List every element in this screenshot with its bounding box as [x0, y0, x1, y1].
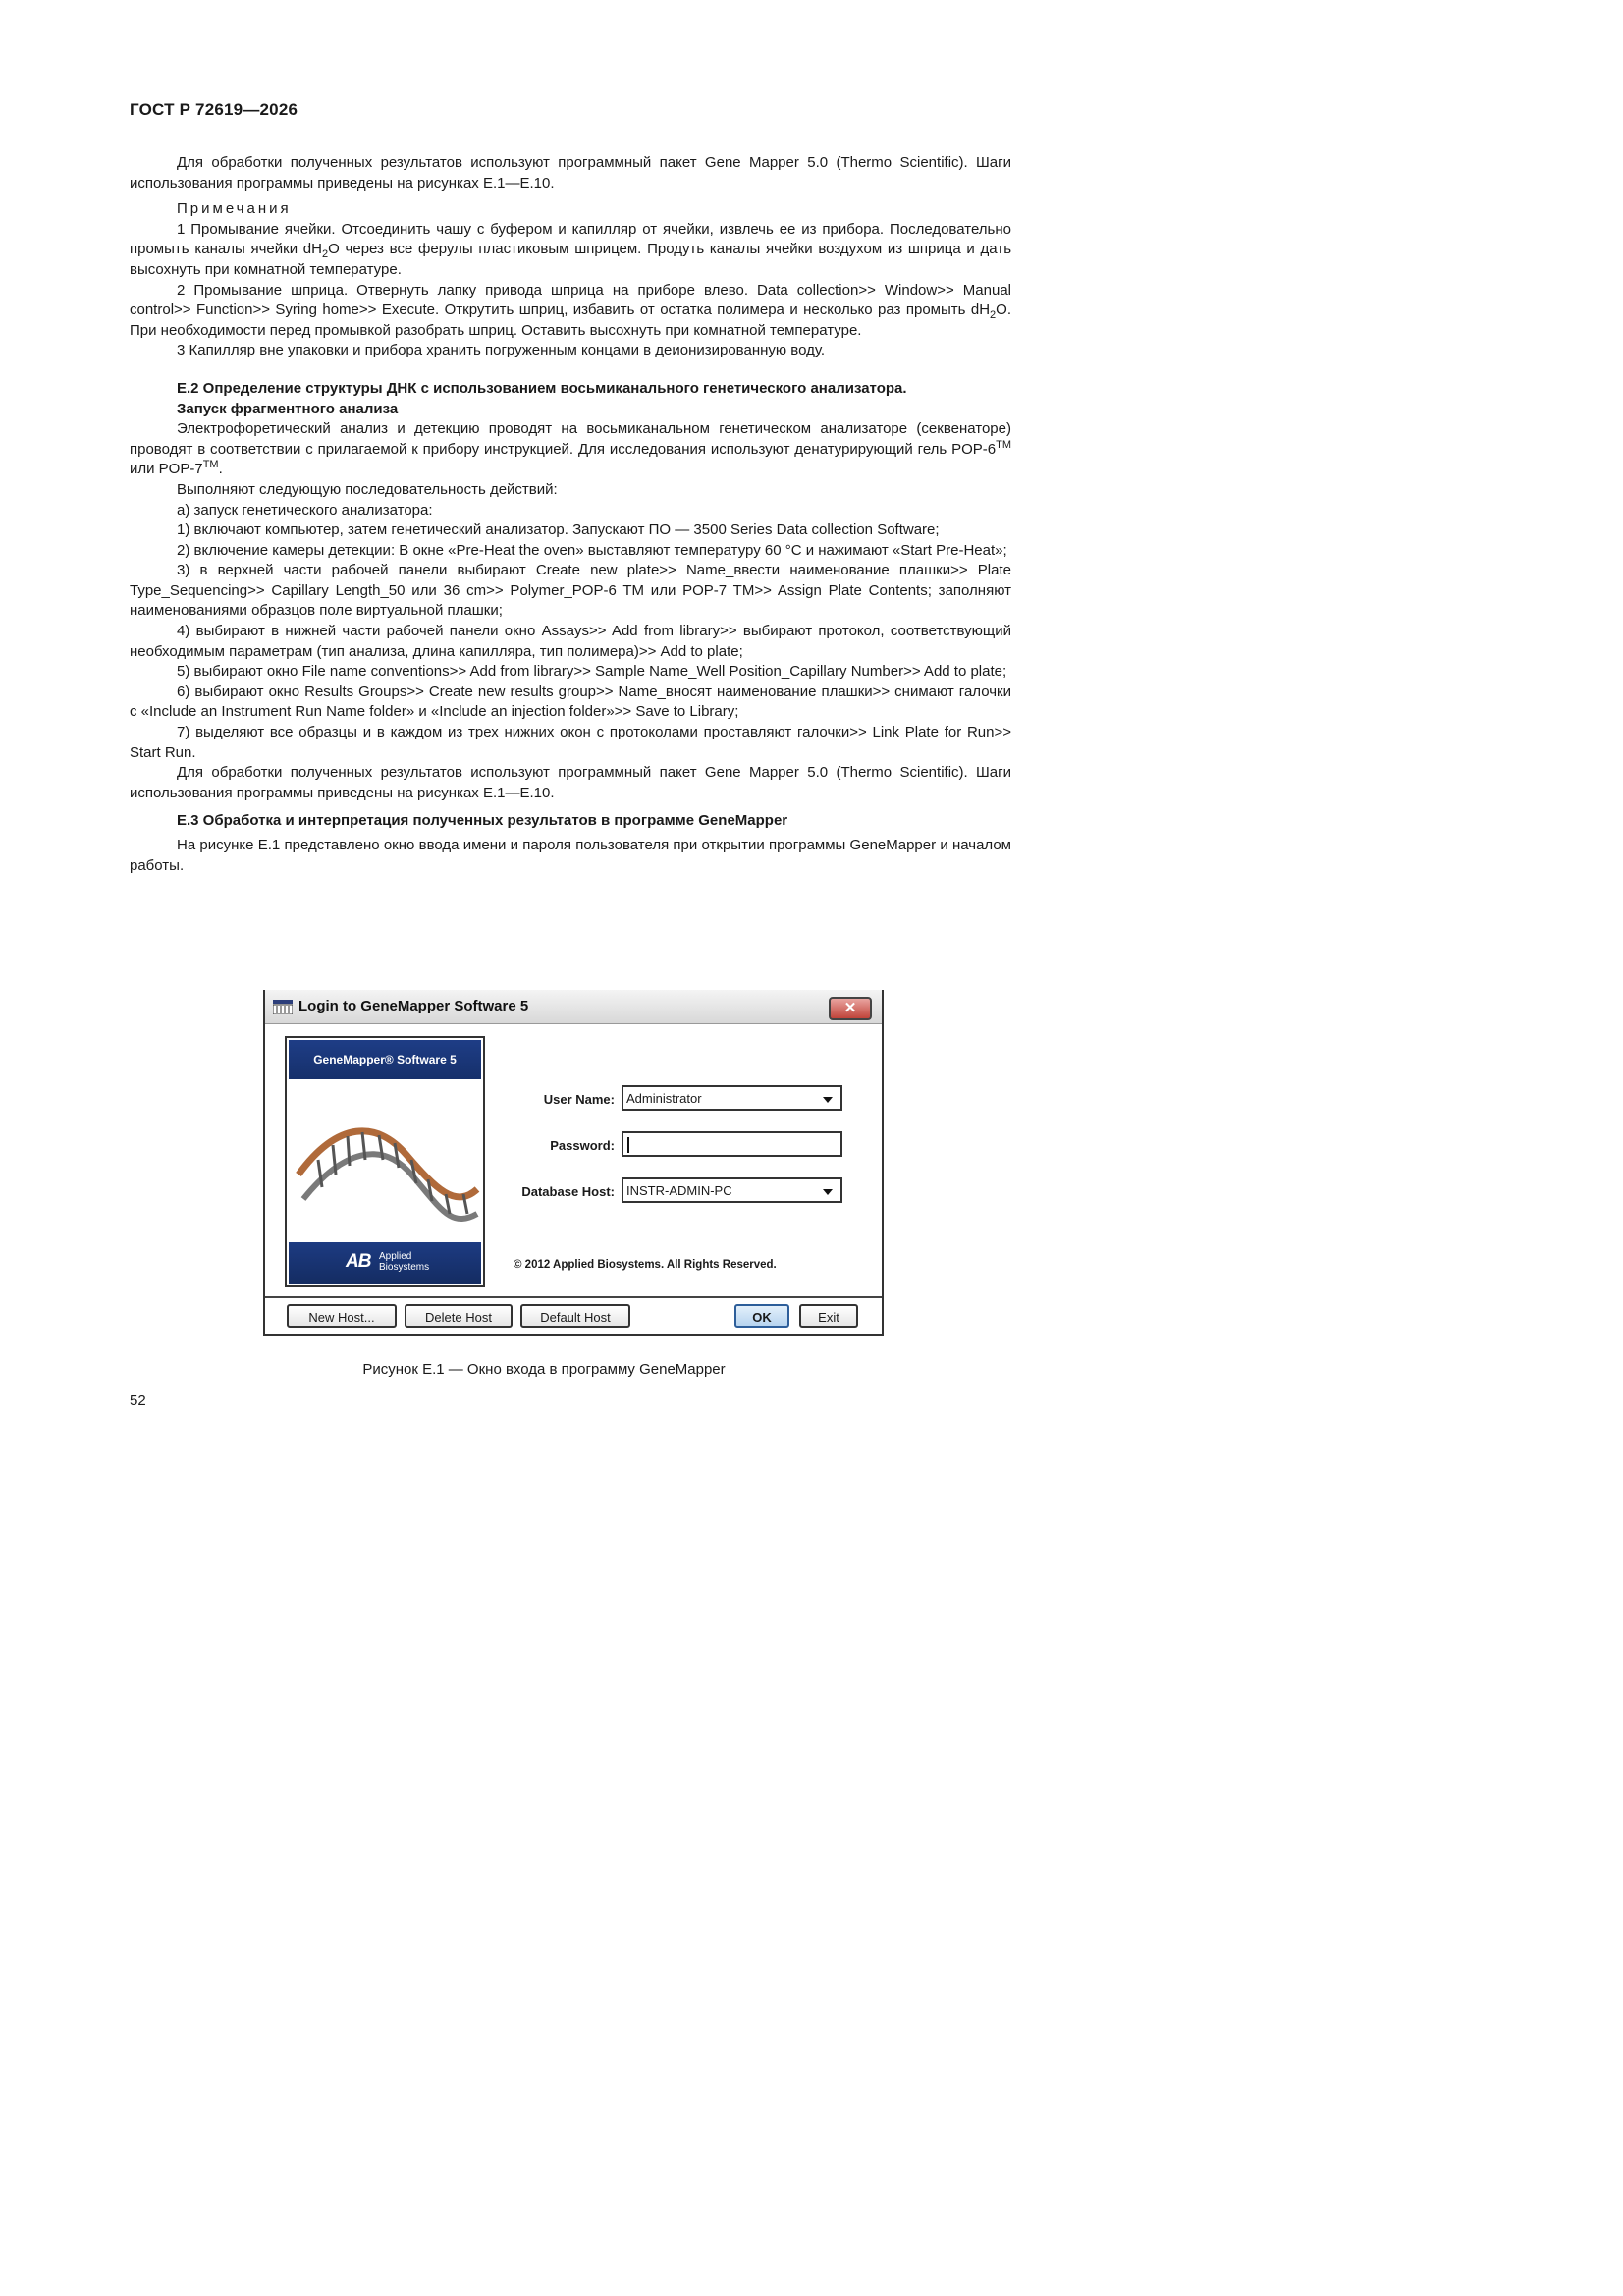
intro-paragraph: Для обработки полученных результатов используют программный пакет Gene Mapper 5.0 (Thermo Scientific). Шаги использования программы приведены на рисунках Е.1—Е.10.	[130, 154, 1011, 191]
note-2-text-a: 2 Промывание шприца. Отвернуть лапку привода шприца на приборе влево. Data collection>> Window>> Manual control>> Function>> Syring home>> Execute. Открутить шприц, избавить от остатка полимера и несколько раз промыть dH	[130, 281, 1011, 319]
chevron-down-icon[interactable]	[823, 1097, 833, 1103]
trademark-sup-2: TM	[202, 459, 219, 471]
section-e2-paragraph-2: Выполняют следующую последовательность действий:	[177, 480, 558, 498]
default-host-button[interactable]: Default Host	[520, 1304, 630, 1328]
section-e2-closing-paragraph: Для обработки полученных результатов используют программный пакет Gene Mapper 5.0 (Thermo Scientific). Шаги использования программы приведены на рисунках Е.1—Е.10.	[130, 764, 1011, 801]
chevron-down-icon[interactable]	[823, 1189, 833, 1195]
step-2: 2) включение камеры детекции: В окне «Pre-Heat the oven» выставляют температуру 60 °С и нажимают «Start Pre-Heat»;	[177, 541, 1007, 559]
document-page	[0, 0, 1088, 1540]
dialog-titlebar[interactable]	[265, 990, 882, 1024]
applied-biosystems-logo	[289, 1242, 481, 1284]
new-host-button[interactable]: New Host...	[287, 1304, 397, 1328]
logo-mark: AB	[346, 1251, 371, 1272]
note-3: 3 Капилляр вне упаковки и прибора хранить погруженным концами в деионизированную воду.	[177, 342, 826, 359]
notes-title: Примечания	[177, 200, 292, 218]
section-e2-p1-mid: или POP-7	[130, 461, 203, 478]
database-host-label: Database Host:	[521, 1184, 615, 1199]
dialog-title: Login to GeneMapper Software 5	[298, 998, 529, 1014]
step-3: 3) в верхней части рабочей панели выбирают Create new plate>> Name_ввести наименование плашки>> Plate Type_Sequencing>> Capillary Length_50 или 36 cm>> Polymer_POP-6 TM или POP-7 TM>> Assign Plate Contents; заполняют наименованиями образцов поле виртуальной плашки;	[130, 562, 1011, 620]
section-e2-p1-text: Электрофоретический анализ и детекцию проводят на восьмиканальном генетическом анализаторе (секвенаторе) проводят в соответствии с прилагаемой к прибору инструкцией. Для исследования используют денатурирующий гель POP-6	[130, 420, 1011, 458]
section-e2-heading-line1: Е.2 Определение структуры ДНК с использованием восьмиканального генетического анализатора.	[177, 379, 907, 397]
note-2-text-b: O. При необходимости перед промывкой разобрать шприц. Оставить высохнуть при комнатной температуре.	[130, 301, 1011, 339]
database-host-value: INSTR-ADMIN-PC	[626, 1183, 732, 1198]
section-e2-paragraph-1	[130, 419, 1011, 480]
figure-caption: Рисунок Е.1 — Окно входа в программу GeneMapper	[362, 1361, 726, 1378]
note-1-text-a: 1 Промывание ячейки. Отсоединить чашу с буфером и капилляр от ячейки, извлечь ее из прибора. Последовательно промыть каналы ячейки dH	[130, 220, 1011, 258]
dna-helix-image	[289, 1081, 481, 1242]
trademark-sup-1: TM	[996, 438, 1011, 451]
user-name-label: User Name:	[543, 1092, 615, 1107]
section-e3-paragraph: На рисунке Е.1 представлено окно ввода имени и пароля пользователя при открытии программы GeneMapper и началом работы.	[130, 837, 1011, 874]
splash-panel	[285, 1036, 485, 1287]
copyright-notice: © 2012 Applied Biosystems. All Rights Reserved.	[514, 1259, 777, 1271]
note-2	[130, 281, 1011, 342]
section-e2-paragraph-3: а) запуск генетического анализатора:	[177, 501, 433, 519]
button-row-divider	[265, 1296, 882, 1298]
page-number: 52	[130, 1393, 146, 1409]
logo-line-1: Applied	[379, 1251, 412, 1262]
user-name-dropdown[interactable]	[622, 1085, 842, 1111]
note-1-text-b: O через все ферулы пластиковым шприцем. Продуть каналы ячейки воздухом из шприца и дать высохнуть при комнатной температуре.	[130, 241, 1012, 278]
login-dialog-window	[263, 990, 884, 1336]
note-2-subscript: 2	[990, 309, 997, 322]
note-1-subscript: 2	[322, 248, 329, 261]
user-name-value: Administrator	[626, 1091, 702, 1106]
section-e2-p1-end: .	[218, 461, 223, 478]
product-banner: GeneMapper® Software 5	[289, 1040, 481, 1079]
close-icon: ✕	[843, 1000, 857, 1016]
text-cursor	[627, 1137, 629, 1153]
password-label: Password:	[550, 1138, 615, 1153]
spacer	[130, 361, 1011, 379]
step-6: 6) выбирают окно Results Groups>> Create new results group>> Name_вносят наименование плашки>> снимают галочки с «Include an Instrument Run Name folder» и «Include an injection folder»>> Save to Library;	[130, 683, 1011, 721]
note-1	[130, 220, 1011, 281]
exit-button[interactable]: Exit	[799, 1304, 858, 1328]
figure-e1	[258, 986, 883, 1338]
spacer	[130, 803, 1011, 811]
logo-line-2: Biosystems	[379, 1262, 430, 1273]
section-e2-heading-line2: Запуск фрагментного анализа	[177, 400, 399, 417]
step-1: 1) включают компьютер, затем генетический анализатор. Запускают ПО — 3500 Series Data collection Software;	[177, 521, 940, 539]
section-e3-heading: Е.3 Обработка и интерпретация полученных результатов в программе GeneMapper	[177, 812, 788, 830]
step-4: 4) выбирают в нижней части рабочей панели окно Assays>> Add from library>> выбирают протокол, соответствующий необходимым параметрам (тип анализа, длина капилляра, тип полимера)>> Add to plate;	[130, 623, 1011, 660]
database-host-dropdown[interactable]	[622, 1177, 842, 1203]
ok-button[interactable]: OK	[734, 1304, 789, 1328]
step-5: 5) выбирают окно File name conventions>> Add from library>> Sample Name_Well Position_Capillary Number>> Add to plate;	[177, 663, 1007, 681]
document-code-header: ГОСТ Р 72619—2026	[130, 100, 298, 119]
password-input[interactable]	[622, 1131, 842, 1157]
close-button[interactable]	[829, 997, 872, 1020]
body-text	[130, 153, 1011, 876]
app-icon	[273, 1000, 293, 1014]
step-7: 7) выделяют все образцы и в каждом из трех нижних окон с протоколами проставляют галочки>> Link Plate for Run>> Start Run.	[130, 724, 1011, 761]
delete-host-button[interactable]: Delete Host	[405, 1304, 513, 1328]
logo-text	[379, 1251, 429, 1273]
